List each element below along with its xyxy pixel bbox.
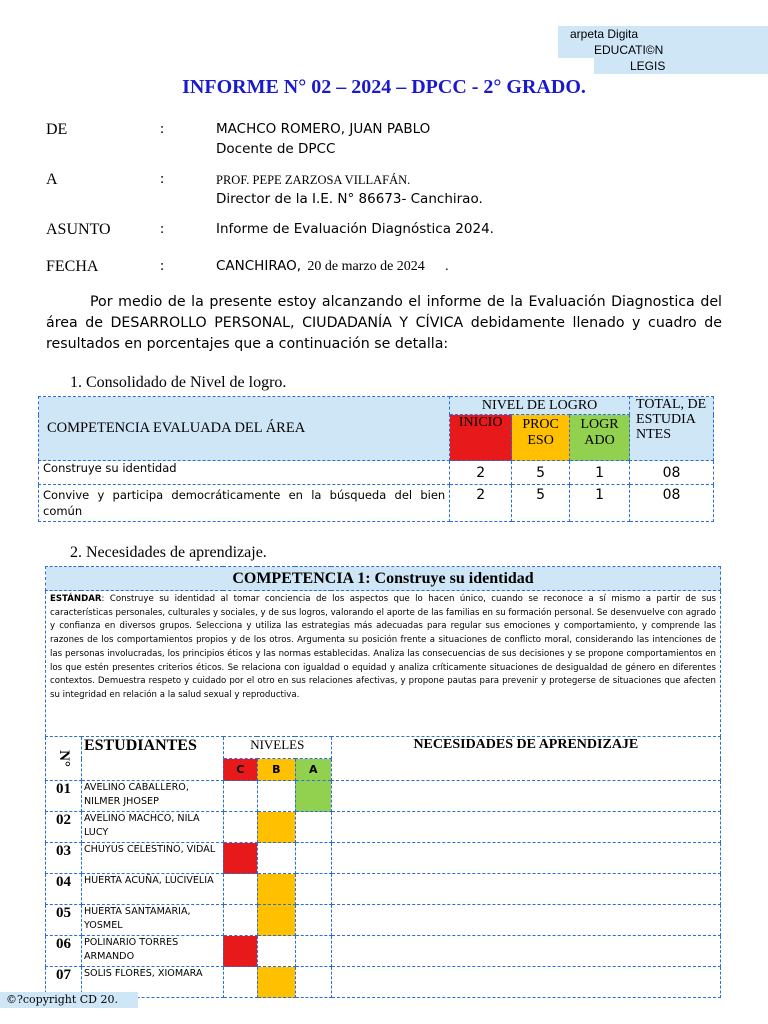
a-label: A xyxy=(46,171,58,188)
col-inicio-header xyxy=(450,415,512,461)
de-colon: : xyxy=(160,121,165,137)
row-logrado: 1 xyxy=(570,485,630,522)
level-a-cell xyxy=(295,781,331,812)
estandar-cell xyxy=(46,591,721,737)
a-value-2: Director de la I.E. N° 86673- Canchirao. xyxy=(216,191,483,207)
level-c-cell xyxy=(223,967,257,998)
level-c-cell xyxy=(223,874,257,905)
level-a-cell xyxy=(295,843,331,874)
student-number: 03 xyxy=(46,843,82,874)
nivel-header-text: NIVEL DE LOGRO xyxy=(481,397,598,413)
level-a-cell xyxy=(295,874,331,905)
table-row xyxy=(39,461,714,485)
asunto-value: Informe de Evaluación Diagnóstica 2024. xyxy=(216,221,494,237)
row-competencia: Convive y participa democráticamente en la búsqueda del bien común xyxy=(39,485,450,522)
row-inicio: 2 xyxy=(450,461,512,485)
de-value: MACHCO ROMERO, JUAN PABLO xyxy=(216,121,431,137)
student-name: AVELINO CABALLERO, NILMER JHOSEP xyxy=(81,781,223,812)
student-row xyxy=(46,781,721,812)
watermark-line-2: EDUCATI©N xyxy=(558,42,768,58)
student-number: 07 xyxy=(46,967,82,998)
necesidades-cell xyxy=(331,905,720,936)
a-colon: : xyxy=(160,171,165,187)
student-row xyxy=(46,967,721,998)
student-name: SOLIS FLORES, XIOMARA xyxy=(81,967,223,998)
level-a-cell xyxy=(295,936,331,967)
row-proceso: 5 xyxy=(512,485,570,522)
level-c-cell xyxy=(223,781,257,812)
asunto-label: ASUNTO xyxy=(46,221,111,238)
col-nivel-header xyxy=(450,397,630,415)
student-number: 01 xyxy=(46,781,82,812)
logrado-header-text: LOGR ADO xyxy=(580,417,619,448)
level-c-header: C xyxy=(223,759,257,781)
col-total-header xyxy=(630,397,714,461)
level-b-cell xyxy=(257,905,295,936)
fecha-date: 20 de marzo de 2024 xyxy=(307,259,425,274)
fecha-colon: : xyxy=(160,258,165,274)
level-a-cell xyxy=(295,812,331,843)
necesidades-cell xyxy=(331,781,720,812)
row-proceso: 5 xyxy=(512,461,570,485)
section-1-heading: 1. Consolidado de Nivel de logro. xyxy=(70,374,287,391)
level-c-cell xyxy=(223,812,257,843)
fecha-label: FECHA xyxy=(46,258,99,275)
estandar-label: ESTÁNDAR xyxy=(50,594,102,604)
level-b-cell xyxy=(257,936,295,967)
student-number: 05 xyxy=(46,905,82,936)
row-total: 08 xyxy=(630,485,714,522)
student-name: CHUYUS CELESTINO, VIDAL xyxy=(81,843,223,874)
de-label: DE xyxy=(46,121,68,138)
watermark-line-1: arpeta Digita xyxy=(558,26,768,42)
level-c-cell xyxy=(223,936,257,967)
copyright-footer: ©?copyright CD 20. xyxy=(0,992,138,1008)
row-logrado: 1 xyxy=(570,461,630,485)
student-name: HUERTA ACUÑA, LUCIVELIA xyxy=(81,874,223,905)
watermark-line-3: LEGIS xyxy=(594,58,768,74)
row-total: 08 xyxy=(630,461,714,485)
section-2-heading: 2. Necesidades de aprendizaje. xyxy=(70,544,267,561)
student-name: POLINARIO TORRES ARMANDO xyxy=(81,936,223,967)
level-a-header: A xyxy=(295,759,331,781)
student-name: HUERTA SANTAMARIA, YOSMEL xyxy=(81,905,223,936)
total-header-text: TOTAL, DE ESTUDIA NTES xyxy=(636,397,707,442)
a-value: PROF. PEPE ZARZOSA VILLAFÁN. xyxy=(216,173,411,187)
student-row xyxy=(46,905,721,936)
col-competencia-header xyxy=(39,397,450,461)
necesidades-cell xyxy=(331,812,720,843)
level-c-cell xyxy=(223,905,257,936)
student-number: 06 xyxy=(46,936,82,967)
level-b-cell xyxy=(257,967,295,998)
necesidades-cell xyxy=(331,936,720,967)
competencia-title: COMPETENCIA 1: Construye su identidad xyxy=(46,567,721,591)
col-proceso-header xyxy=(512,415,570,461)
student-name: AVELINO MACHCO, NILA LUCY xyxy=(81,812,223,843)
necesidades-cell xyxy=(331,874,720,905)
level-b-header: B xyxy=(257,759,295,781)
col-niveles-header xyxy=(223,737,331,759)
level-b-cell xyxy=(257,874,295,905)
fecha-place: CANCHIRAO, xyxy=(216,258,302,274)
necesidades-cell xyxy=(331,843,720,874)
estandar-text: : Construye su identidad al tomar conciencia de los aspectos que lo hacen único, cuando se reconoce a sí mismo a partir de sus características personales, culturales y sociales, y de sus logros, valorando el aporte de las familias en su formación personal. Se desenvuelve con agrado y confianza en diversos grupos. Selecciona y utiliza las estrategias más adecuadas para regular sus emociones y comportamiento, y comprende las razones de los comportamientos propios y de los otros. Argumenta su posición frente a situaciones de conflicto moral, considerando las intenciones de las personas involucradas, los principios éticos y las normas establecidas. Analiza las consecuencias de sus decisiones y se propone comportamientos en los que estén presentes criterios éticos. Se relaciona con igualdad o equidad y analiza críticamente situaciones de desigualdad de género en diferentes contextos. Demuestra respeto y cuidado por el otro en sus relaciones afectivas, y propone pautas para prevenir y protegerse de situaciones que afecten su integridad en relación a la salud sexual y reproductiva. xyxy=(50,594,716,700)
de-value-2: Docente de DPCC xyxy=(216,141,336,157)
intro-text: Por medio de la presente estoy alcanzando el informe de la Evaluación Diagnostica del área de DESARROLLO PERSONAL, CIUDADANÍA Y CÍVICA debidamente llenado y cuadro de resultados en porcentajes que a continuación se detalla: xyxy=(46,294,722,352)
row-inicio: 2 xyxy=(450,485,512,522)
student-row xyxy=(46,874,721,905)
level-a-cell xyxy=(295,967,331,998)
necesidades-header-text: NECESIDADES DE APRENDIZAJE xyxy=(413,737,639,752)
level-a-cell xyxy=(295,905,331,936)
num-header-text: N° xyxy=(55,750,72,767)
consolidado-table xyxy=(38,396,714,522)
table-row xyxy=(39,485,714,522)
col-estudiantes-header xyxy=(81,737,223,781)
inicio-header-text: INICIO xyxy=(458,415,503,430)
row-competencia: Construye su identidad xyxy=(39,461,450,485)
report-title: INFORME N° 02 – 2024 – DPCC - 2° GRADO. xyxy=(182,76,586,98)
student-row xyxy=(46,812,721,843)
estudiantes-header-text: ESTUDIANTES xyxy=(83,737,197,754)
student-number: 04 xyxy=(46,874,82,905)
level-b-cell xyxy=(257,843,295,874)
student-number: 02 xyxy=(46,812,82,843)
fecha-end: . xyxy=(445,259,449,274)
col-necesidades-header xyxy=(331,737,720,781)
student-row xyxy=(46,936,721,967)
asunto-colon: : xyxy=(160,221,165,237)
necesidades-cell xyxy=(331,967,720,998)
level-c-cell xyxy=(223,843,257,874)
col-logrado-header xyxy=(570,415,630,461)
necesidades-table xyxy=(45,566,721,998)
level-b-cell xyxy=(257,781,295,812)
student-rows xyxy=(46,781,721,998)
fecha-value xyxy=(216,258,449,275)
competencia-header-text: COMPETENCIA EVALUADA DEL ÁREA xyxy=(47,420,306,436)
col-num-header xyxy=(46,737,82,781)
niveles-header-text: NIVELES xyxy=(250,737,305,752)
proceso-header-text: PROC ESO xyxy=(522,417,559,448)
student-row xyxy=(46,843,721,874)
intro-paragraph xyxy=(46,292,722,355)
level-b-cell xyxy=(257,812,295,843)
